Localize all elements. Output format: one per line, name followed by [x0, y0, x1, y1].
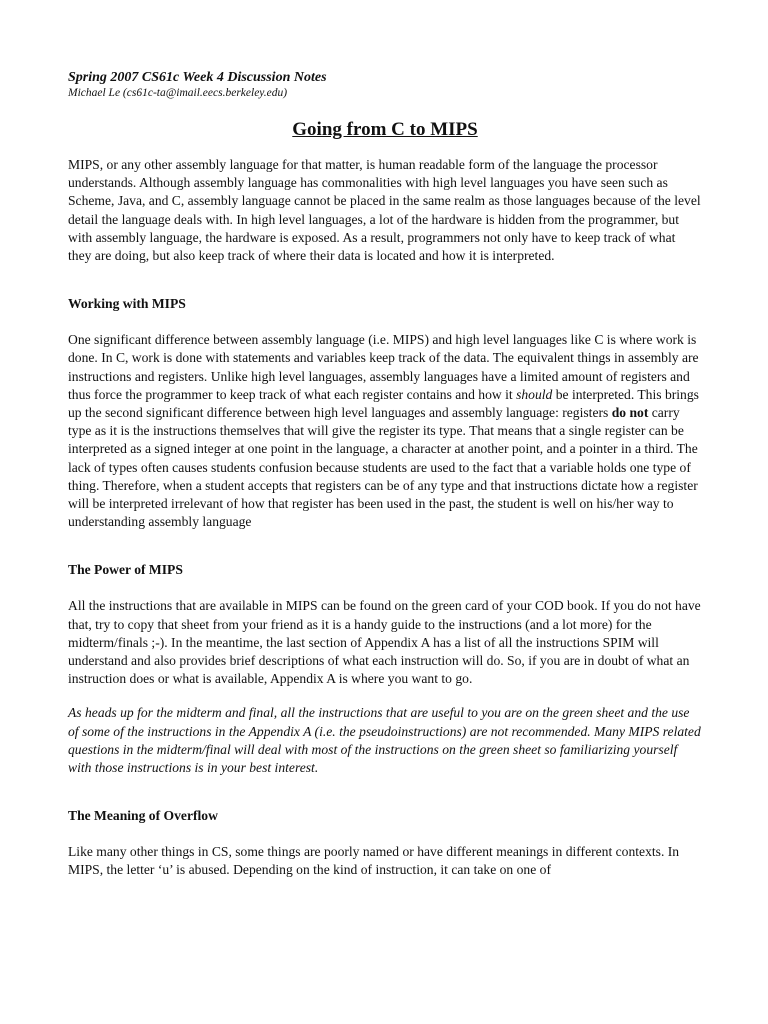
- intro-paragraph: MIPS, or any other assembly language for that matter, is human readable form of the language the processor understands. Although assembly language has commonalities with high level languages you have seen such as Scheme, Java, and C, assembly language cannot be placed in the same realm as those languages because of the level detail the language deals with. In high level languages, a lot of the hardware is hidden from the programmer, but with assembly language, the hardware is exposed. As a result, programmers not only have to keep track of what they are doing, but also keep track of where their data is located and how it is interpreted.: [68, 157, 701, 264]
- heading-power-of-mips: The Power of MIPS: [68, 562, 183, 578]
- working-paragraph: One significant difference between assembly language (i.e. MIPS) and high level languages like C is where work is done. In C, work is done with statements and variables keep track of the data. The equivalent things in assembly are instructions and registers. Unlike high level languages, assembly languages have a limited amount of registers and thus force the programmer to keep track of what each register contains and how it should be interpreted. This brings up the second significant difference between high level languages and assembly language: registers do not carry type as it is the instructions themselves that will give the register its type. That means that a single register can be interpreted as a signed integer at one point in the language, a character at another point, and a pointer in a third. The lack of types often causes students confusion because students are used to the fact that a variable holds one type of thing. Therefore, when a student accepts that registers can be of any type and that instructions dictate how a register will be interpreted irrelevant of how that register has been used in the past, the student is well on his/her way to understanding assembly language: [68, 332, 699, 530]
- course-header: Spring 2007 CS61c Week 4 Discussion Notes: [68, 70, 327, 85]
- document-title: Going from C to MIPS: [292, 119, 478, 140]
- exam-note-paragraph: As heads up for the midterm and final, all the instructions that are useful to you are on the green sheet and the use of some of the instructions in the Appendix A (i.e. the pseudoinstructions) are not recommended. Many MIPS related questions in the midterm/final will deal with most of the instructions on the green sheet so familiarizing yourself with those instructions is in your best interest.: [68, 705, 701, 776]
- power-paragraph: All the instructions that are available in MIPS can be found on the green card of your COD book. If you do not have that, try to copy that sheet from your friend as it is a handy guide to the instructions (and a lot more) for the midterm/finals ;-). In the meantime, the last section of Appendix A has a list of all the instructions SPIM will understand and also provides brief descriptions of what each instruction will do. So, if you are in doubt of what an instruction does or what is available, Appendix A is where you want to go.: [68, 598, 701, 687]
- emphasis-do-not: do not: [611, 405, 649, 421]
- overflow-paragraph: Like many other things in CS, some things are poorly named or have different meanings in different contexts. In MIPS, the letter ‘u’ is abused. Depending on the kind of instruction, it can take on one of: [68, 844, 680, 878]
- emphasis-should: should: [516, 386, 553, 402]
- heading-working-with-mips: Working with MIPS: [68, 296, 186, 312]
- author-line: Michael Le (cs61c-ta@imail.eecs.berkeley.edu): [68, 87, 288, 99]
- heading-meaning-of-overflow: The Meaning of Overflow: [68, 808, 218, 824]
